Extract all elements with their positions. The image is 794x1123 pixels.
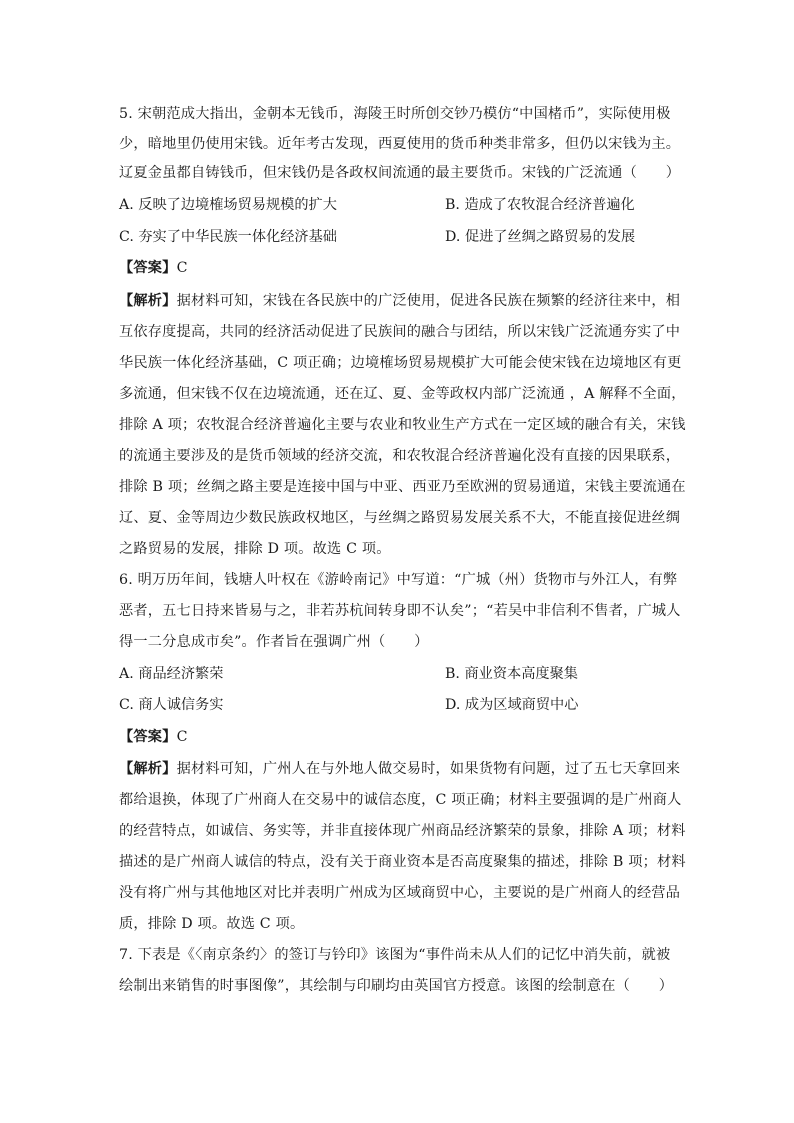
analysis-text: 据材料可知，广州人在与外地人做交易时，如果货物有问题，过了五七天拿回来 bbox=[176, 761, 681, 777]
q5-analysis-line-5: 排除 A 项；农牧混合经济普遍化主要与农业和牧业生产方式在一定区域的融合有关，宋钱 bbox=[119, 417, 686, 433]
q5-analysis-line-7: 排除 B 项；丝绸之路主要是连接中国与中亚、西亚乃至欧洲的贸易通道，宋钱主要流通在 bbox=[119, 479, 686, 495]
answer-tag: 【答案】 bbox=[119, 260, 177, 276]
q6-analysis-line-1 bbox=[119, 760, 679, 778]
analysis-tag: 【解析】 bbox=[119, 293, 177, 309]
q6-option-c: C. 商人诚信务实 bbox=[119, 697, 224, 713]
q5-option-c: C. 夯实了中华民族一体化经济基础 bbox=[119, 229, 337, 245]
q6-option-b: B. 商业资本高度聚集 bbox=[445, 666, 578, 682]
q6-stem-line-1: 6. 明万历年间，钱塘人叶权在《游岭南记》中写道：“广城（州）货物市与外江人，有弊 bbox=[119, 572, 678, 588]
q6-analysis-line-6: 质，排除 D 项。故选 C 项。 bbox=[119, 916, 305, 932]
q6-option-a: A. 商品经济繁荣 bbox=[119, 666, 224, 682]
q6-answer bbox=[119, 728, 679, 746]
q6-analysis-line-2: 都给退换，体现了广州商人在交易中的诚信态度，C 项正确；材料主要强调的是广州商人 bbox=[119, 792, 682, 808]
answer-value: C bbox=[176, 729, 188, 745]
q5-analysis-line-3: 华民族一体化经济基础，C 项正确；边境榷场贸易规模扩大可能会使宋钱在边境地区有更 bbox=[119, 355, 682, 371]
q7-stem-line-1: 7. 下表是《〈南京条约〉的签订与钤印》该图为“事件尚未从人们的记忆中消失前，就被 bbox=[119, 947, 671, 963]
q5-analysis-line-1 bbox=[119, 292, 679, 310]
answer-tag: 【答案】 bbox=[119, 729, 177, 745]
q5-stem-line-3: 辽夏金虽都自铸钱币，但宋钱仍是各政权间流通的最主要货币。宋钱的广泛流通（ ） bbox=[119, 165, 681, 181]
q5-analysis-line-8: 辽、夏、金等周边少数民族政权地区，与丝绸之路贸易发展关系不大，不能直接促进丝绸 bbox=[119, 510, 681, 526]
q6-analysis-line-3: 的经营特点，如诚信、务实等，并非直接体现广州商品经济繁荣的景象，排除 A 项；材料 bbox=[119, 823, 686, 839]
q5-option-b: B. 造成了农牧混合经济普遍化 bbox=[445, 197, 635, 213]
q5-answer bbox=[119, 259, 679, 277]
q5-option-d: D. 促进了丝绸之路贸易的发展 bbox=[445, 229, 636, 245]
q5-option-a: A. 反映了边境榷场贸易规模的扩大 bbox=[119, 197, 337, 213]
q5-analysis-line-9: 之路贸易的发展，排除 D 项。故选 C 项。 bbox=[119, 541, 391, 557]
q5-stem-line-2: 少，暗地里仍使用宋钱。近年考古发现，西夏使用的货币种类非常多，但仍以宋钱为主。 bbox=[119, 136, 681, 152]
q5-analysis-line-6: 的流通主要涉及的是货币领域的经济交流，和农牧混合经济普遍化没有直接的因果联系， bbox=[119, 448, 681, 464]
analysis-text: 据材料可知，宋钱在各民族中的广泛使用，促进各民族在频繁的经济往来中，相 bbox=[176, 293, 681, 309]
q5-analysis-line-4: 多流通，但宋钱不仅在边境流通，还在辽、夏、金等政权内部广泛流通 ，A 解释不全面， bbox=[119, 386, 686, 402]
q6-option-d: D. 成为区域商贸中心 bbox=[445, 697, 579, 713]
answer-value: C bbox=[176, 260, 188, 276]
q6-analysis-line-5: 没有将广州与其他地区对比并表明广州成为区域商贸中心，主要说的是广州商人的经营品 bbox=[119, 885, 681, 901]
q7-stem-line-2: 绘制出来销售的时事图像”，其绘制与印刷均由英国官方授意。该图的绘制意在（ ） bbox=[119, 978, 674, 994]
q6-stem-line-3: 得一二分息成市矣”。作者旨在强调广州（ ） bbox=[119, 634, 429, 650]
q6-stem-line-2: 恶者，五七日持来皆易与之，非若苏杭间转身即不认矣”；“若吴中非信利不售者，广城人 bbox=[119, 603, 681, 619]
analysis-tag: 【解析】 bbox=[119, 761, 177, 777]
q6-analysis-line-4: 描述的是广州商人诚信的特点，没有关于商业资本是否高度聚集的描述，排除 B 项；材料 bbox=[119, 854, 686, 870]
q5-stem-line-1: 5. 宋朝范成大指出，金朝本无钱币，海陵王时所创交钞乃模仿“中国楮币”，实际使用极 bbox=[119, 106, 671, 122]
q5-analysis-line-2: 互依存度提高，共同的经济活动促进了民族间的融合与团结，所以宋钱广泛流通夯实了中 bbox=[119, 324, 681, 340]
